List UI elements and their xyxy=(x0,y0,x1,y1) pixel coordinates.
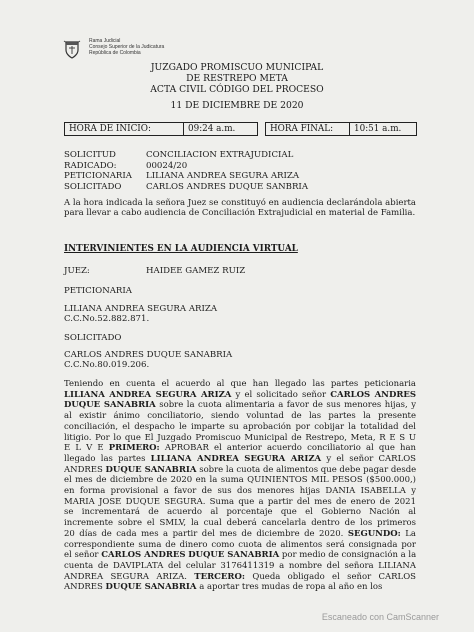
case-value: CONCILIACION EXTRAJUDICIAL xyxy=(146,150,294,160)
case-key: SOLICITADO xyxy=(64,181,122,192)
case-details xyxy=(64,150,308,192)
act-title: ACTA CIVIL CÓDIGO DEL PROCESO xyxy=(150,84,324,95)
body-line: Teniendo en cuenta el acuerdo al que han llegado las partes peticionaria xyxy=(64,379,416,389)
body-line: en forma provisional a favor de sus dos menores hijas DANIA ISABELLA y xyxy=(64,486,416,497)
body-line: al existir ánimo conciliatorio, siendo voluntad de las partes la presente xyxy=(64,411,416,422)
section-title: INTERVINIENTES EN LA AUDIENCIA VIRTUAL xyxy=(64,244,298,254)
start-time-label: HORA DE INICIO: xyxy=(69,124,151,134)
end-time-label: HORA FINAL: xyxy=(270,124,334,134)
scanner-watermark: Escaneado con CamScanner xyxy=(321,612,439,622)
case-row xyxy=(64,161,308,172)
body-line: E L V E PRIMERO: APROBAR el anterior acuerdo conciliatorio al que han xyxy=(64,443,416,454)
resolution-paragraph xyxy=(64,379,416,593)
institution-header xyxy=(89,38,164,56)
body-line: DUQUE SANABRIA sobre la cuota alimentaria a favor de sus menores hijas, y xyxy=(64,400,416,411)
start-time-value: 09:24 a.m. xyxy=(183,123,257,135)
body-line: cuenta de DAVIPLATA del celular 3176411319 a nombre del señora LILIANA xyxy=(64,560,416,571)
body-line: conciliación, el despacho le imparte su aprobación por cobijar la totalidad del xyxy=(64,421,416,432)
body-line: ANDREA SEGURA ARIZA. TERCERO: Queda obligado el señor CARLOS xyxy=(64,571,416,582)
institution-line: República de Colombia xyxy=(89,50,141,56)
body-line: llegado las partes LILIANA ANDREA SEGURA ARIZA y el señor CARLOS xyxy=(64,453,416,464)
body-line: litigio. Por lo que El Juzgado Promiscuo Municipal de Restrepo, Meta, R E S U xyxy=(64,432,416,443)
body-line: se incrementará de acuerdo al porcentaje que el Gobierno Nación al xyxy=(64,507,416,518)
case-key: SOLICITUD xyxy=(64,150,116,160)
body-line: 20 días de cada mes a partir del mes de diciembre de 2020. SEGUNDO: La xyxy=(64,528,416,539)
institution-line: Rama Judicial xyxy=(89,38,121,44)
judge-label: JUEZ: xyxy=(64,266,90,276)
court-city: DE RESTREPO META xyxy=(186,73,288,84)
judge-name: HAIDEE GAMEZ RUIZ xyxy=(146,266,246,276)
coat-of-arms-icon xyxy=(63,38,81,60)
end-time-value: 10:51 a.m. xyxy=(349,123,416,135)
body-line: MARIA JOSE DUQUE SEGURA. Suma que a partir del mes de enero de 2021 xyxy=(64,496,416,507)
case-key: PETICIONARIA xyxy=(64,171,132,182)
institution-line: Consejo Superior de la Judicatura xyxy=(89,44,165,50)
court-name: JUZGADO PROMISCUO MUNICIPAL xyxy=(150,62,324,73)
body-line: LILIANA ANDREA SEGURA ARIZA y el solicitado señor CARLOS ANDRES xyxy=(64,389,416,400)
act-date: 11 DE DICIEMBRE DE 2020 xyxy=(170,100,304,111)
body-line: el mes de diciembre de 2020 en la suma QUINIENTOS MIL PESOS ($500.000,) xyxy=(64,475,416,486)
case-value: LILIANA ANDREA SEGURA ARIZA xyxy=(146,171,300,182)
end-time-box xyxy=(265,122,417,136)
case-row xyxy=(64,171,308,182)
body-line: ANDRES DUQUE SANABRIA a aportar tres mudas de ropa al año en los xyxy=(64,582,383,593)
case-value: 00024/20 xyxy=(146,160,188,171)
intro-paragraph: A la hora indicada la señora Juez se constituyó en audiencia declarándola abierta para llevar a cabo audiencia de Conciliación Extrajudicial en material de Familia. xyxy=(64,198,416,219)
petitioner-name: LILIANA ANDREA SEGURA ARIZA xyxy=(64,304,218,314)
body-line: correspondiente suma de dinero como cuota de alimentos será consignada por xyxy=(64,539,416,550)
start-time-box xyxy=(64,122,258,136)
case-key: RADICADO: xyxy=(64,160,117,171)
body-line: incremente sobre el SMLV, la cual deberá cancelarla dentro de los primeros xyxy=(64,518,416,529)
body-line: el señor CARLOS ANDRES DUQUE SANABRIA por medio de consignación a la xyxy=(64,550,416,561)
petitioner-label: PETICIONARIA xyxy=(64,286,132,296)
requested-name: CARLOS ANDRES DUQUE SANABRIA xyxy=(64,350,233,360)
requested-label: SOLICITADO xyxy=(64,333,122,343)
petitioner-id: C.C.No.52.882.871. xyxy=(64,314,150,324)
case-row xyxy=(64,150,308,161)
case-value: CARLOS ANDRES DUQUE SANBRIA xyxy=(146,181,309,192)
body-line: ANDRES DUQUE SANABRIA sobre la cuota de alimentos que debe pagar desde xyxy=(64,464,416,475)
case-row xyxy=(64,182,308,193)
requested-id: C.C.No.80.019.206. xyxy=(64,360,150,370)
